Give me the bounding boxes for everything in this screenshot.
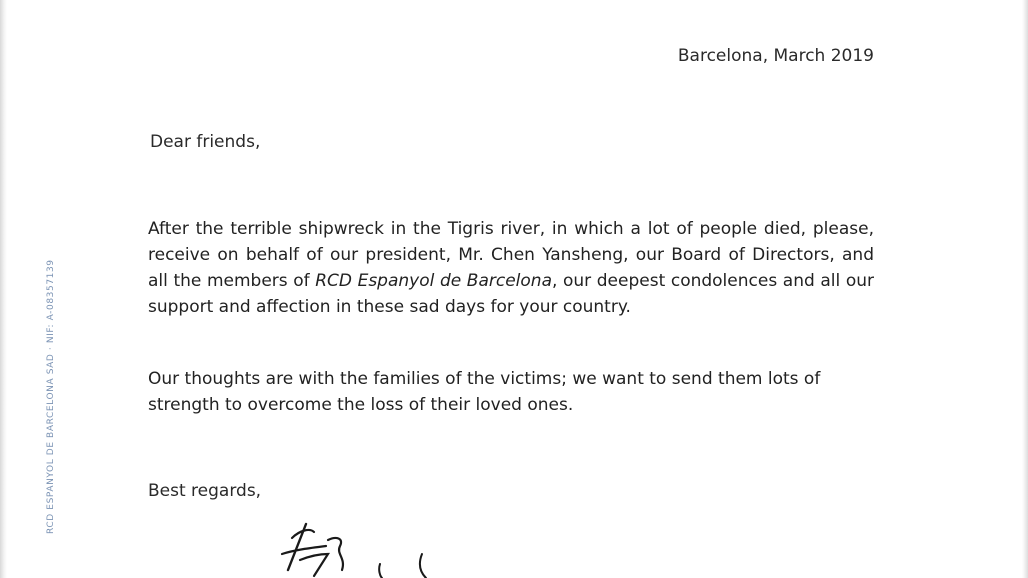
letter-closing: Best regards,	[148, 481, 262, 501]
page-edge-left	[0, 0, 7, 578]
letter-paragraph-2: Our thoughts are with the families of the victims; we want to send them lots of strength to overcome the loss of their loved ones.	[148, 369, 821, 415]
margin-company-note: RCD ESPANYOL DE BARCELONA SAD · NIF: A-08357139	[46, 259, 56, 534]
paragraph-1-text-end: , our deepest condolences and all our support and affection in these sad days for your country.	[148, 271, 874, 317]
signature-icon	[270, 510, 470, 578]
club-name: RCD Espanyol de Barcelona	[315, 271, 552, 291]
letter-paragraph-1	[148, 216, 874, 320]
letter-date: Barcelona, March 2019	[677, 46, 874, 66]
paragraph-1-text-start: After the terrible shipwreck in the Tigris river, in which a lot of people died, please, receive on behalf of our president, Mr. Chen Yansheng, our Board of Directors, and all the members of	[148, 219, 874, 291]
letter-salutation: Dear friends,	[150, 132, 261, 152]
page-edge-right	[1022, 0, 1028, 578]
